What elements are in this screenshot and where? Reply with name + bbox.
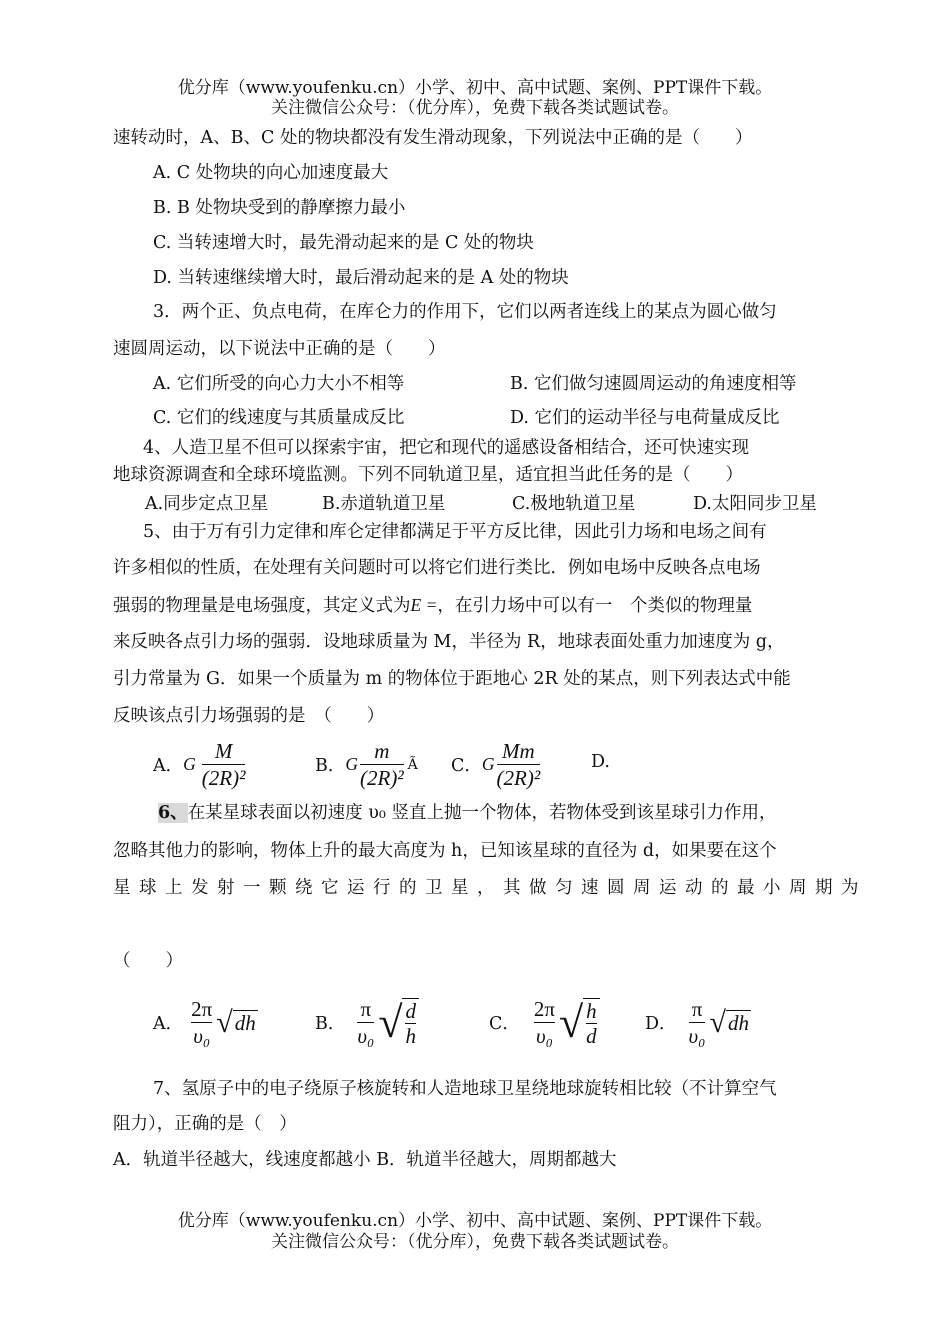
q5-option-a-fraction — [202, 738, 246, 791]
q6-line-1 — [158, 801, 776, 825]
q2-option-d: D. 当转速继续增大时，最后滑动起来的是 A 处的物块 — [153, 268, 569, 288]
q6-number: 6、 — [158, 803, 188, 823]
q5-option-a-label: A． — [153, 756, 184, 776]
q5-option-b — [315, 738, 418, 791]
q4-option-a: A.同步定点卫星 — [145, 494, 269, 514]
q5-option-d — [591, 752, 610, 772]
q6-option-b — [315, 996, 419, 1049]
header-line-1: 优分库（www.youfenku.cn）小学、初中、高中试题、案例、PPT课件下载。 — [177, 78, 773, 98]
q3-option-a: A. 它们所受的向心力大小不相等 — [153, 374, 405, 394]
q5-option-c — [451, 738, 544, 791]
q5-e-definition: E = — [410, 595, 438, 615]
q6-option-d-den: υ₀ — [688, 1024, 706, 1048]
q6-option-b-label: B． — [315, 1014, 346, 1034]
q2-stem-tail: 速转动时，A、B、C 处的物块都没有发生滑动现象，下列说法中正确的是（ ） — [113, 128, 753, 148]
q3-option-c: C. 它们的线速度与其质量成反比 — [153, 408, 405, 428]
q5-option-d-label: D. — [591, 752, 610, 772]
q7-line-2: 阻力），正确的是（ ） — [113, 1114, 297, 1134]
q5-option-a-den: (2R)² — [201, 766, 246, 790]
q6-option-b-radicand — [402, 998, 419, 1048]
q6-option-d-sqrt — [709, 1005, 750, 1039]
q6-option-c-num: 2π — [533, 997, 555, 1021]
q6-option-a-fraction — [191, 996, 212, 1049]
q4-option-c: C.极地轨道卫星 — [512, 494, 636, 514]
q6-option-a-label: A． — [153, 1014, 184, 1034]
q6-option-d — [645, 996, 751, 1049]
q6-option-c — [489, 996, 600, 1049]
q5-line-1: 5、由于万有引力定律和库仑定律都满足于平方反比律，因此引力场和电场之间有 — [143, 522, 767, 542]
q2-option-c: C. 当转速增大时，最先滑动起来的是 C 处的物块 — [153, 233, 534, 253]
q6-option-c-fraction — [534, 996, 555, 1049]
q3-line-2: 速圆周运动，以下说法中正确的是（ ） — [113, 339, 446, 359]
q6-option-d-label: D． — [645, 1014, 677, 1034]
q6-option-a-den: υ₀ — [191, 1022, 212, 1049]
q4-option-b: B.赤道轨道卫星 — [322, 494, 446, 514]
q6-line-3: 星球上发射一颗绕它运行的卫星，其做匀速圆周运动的最小周期为 — [113, 878, 867, 898]
q6-option-b-rad-num: d — [405, 998, 416, 1023]
q6-option-b-sqrt — [378, 998, 419, 1048]
q6-option-b-fraction — [357, 996, 374, 1049]
q5-line-4: 来反映各点引力场的强弱．设地球质量为 M，半径为 R，地球表面处重力加速度为 g， — [113, 632, 785, 652]
q5-option-a-num: M — [214, 739, 233, 763]
q5-option-c-num: Mm — [502, 739, 535, 763]
q6-option-c-den: υ₀ — [534, 1022, 555, 1049]
q5-option-b-fraction — [360, 738, 404, 791]
q6-option-c-rad-den: d — [586, 1023, 597, 1048]
q5-option-b-g: G — [345, 754, 359, 774]
q6-option-c-label: C． — [489, 1014, 520, 1034]
radical-icon: √ — [559, 997, 584, 1047]
q7-line-1: 7、氢原子中的电子绕原子核旋转和人造地球卫星绕地球旋转相比较（不计算空气 — [153, 1079, 777, 1099]
q6-option-b-rad-den: h — [405, 1023, 416, 1048]
q4-line-2: 地球资源调查和全球环境监测。下列不同轨道卫星，适宜担当此任务的是（ ） — [113, 465, 743, 485]
header-line-2: 关注微信公众号：（优分库），免费下载各类试题试卷。 — [271, 98, 679, 118]
q5-option-c-fraction — [497, 738, 541, 791]
q6-option-d-radicand: dh — [727, 1010, 749, 1035]
q5-option-a-g: G — [183, 754, 196, 774]
q5-line-2: 许多相似的性质，在处理有关问题时可以将它们进行类比．例如电场中反映各点电场 — [113, 558, 761, 578]
q5-line-5: 引力常量为 G．如果一个质量为 m 的物体位于距地心 2R 处的某点，则下列表达式中能 — [113, 669, 791, 689]
q3-option-b: B. 它们做匀速圆周运动的角速度相等 — [510, 374, 797, 394]
q6-option-d-fraction — [689, 996, 706, 1049]
q6-option-c-radicand — [583, 998, 600, 1048]
q7-options-ab: A．轨道半径越大，线速度都越小 B．轨道半径越大，周期都越大 — [113, 1150, 617, 1170]
q6-option-a-num: 2π — [191, 997, 213, 1021]
q5-option-a — [153, 738, 249, 791]
q3-line-1: 3．两个正、负点电荷，在库仑力的作用下，它们以两者连线上的某点为圆心做匀 — [153, 302, 777, 322]
radical-icon: √ — [709, 1005, 726, 1039]
q6-option-b-den: υ₀ — [357, 1024, 375, 1048]
q5-option-b-stray-glyph: Ã — [407, 756, 418, 773]
q4-option-d: D.太阳同步卫星 — [693, 494, 817, 514]
q5-line-6: 反映该点引力场强弱的是 （ ） — [113, 706, 385, 726]
q5-option-c-g: G — [481, 754, 495, 774]
q2-option-a: A. C 处物块的向心加速度最大 — [153, 163, 389, 183]
q6-option-b-num: π — [360, 997, 372, 1021]
q6-option-a-radicand: dh — [234, 1010, 256, 1035]
q3-option-d: D. 它们的运动半径与电荷量成反比 — [510, 408, 780, 428]
radical-icon: √ — [216, 1005, 233, 1039]
radical-icon: √ — [378, 997, 403, 1047]
footer-line-1: 优分库（www.youfenku.cn）小学、初中、高中试题、案例、PPT课件下载。 — [177, 1211, 773, 1231]
q2-option-b: B. B 处物块受到的静摩擦力最小 — [153, 198, 406, 218]
q5-option-b-label: B． — [315, 756, 346, 776]
q5-line-3-b: ，在引力场中可以有一 个类似的物理量 — [437, 596, 753, 616]
q6-answer-paren: （ ） — [113, 951, 183, 971]
q6-line-1-text: 在某星球表面以初速度 υ₀ 竖直上抛一个物体，若物体受到该星球引力作用， — [187, 803, 777, 823]
q4-line-1: 4、人造卫星不但可以探索宇宙，把它和现代的遥感设备相结合，还可快速实现 — [143, 438, 750, 458]
q5-line-3 — [113, 593, 752, 618]
q5-option-b-den: (2R)² — [360, 766, 404, 790]
q5-option-c-den: (2R)² — [496, 766, 541, 790]
q6-option-d-num: π — [691, 997, 703, 1021]
q5-option-c-label: C． — [451, 756, 482, 776]
q6-option-c-rad-num: h — [586, 998, 597, 1023]
q6-option-c-sqrt — [559, 998, 600, 1048]
q5-line-3-a: 强弱的物理量是电场强度，其定义式为 — [113, 596, 411, 616]
q5-option-b-num: m — [374, 739, 390, 763]
q6-line-2: 忽略其他力的影响，物体上升的最大高度为 h，已知该星球的直径为 d，如果要在这个 — [113, 841, 777, 861]
footer-line-2: 关注微信公众号：（优分库），免费下载各类试题试卷。 — [271, 1232, 679, 1252]
q6-option-a — [153, 996, 258, 1049]
q6-option-a-sqrt — [216, 1005, 257, 1039]
